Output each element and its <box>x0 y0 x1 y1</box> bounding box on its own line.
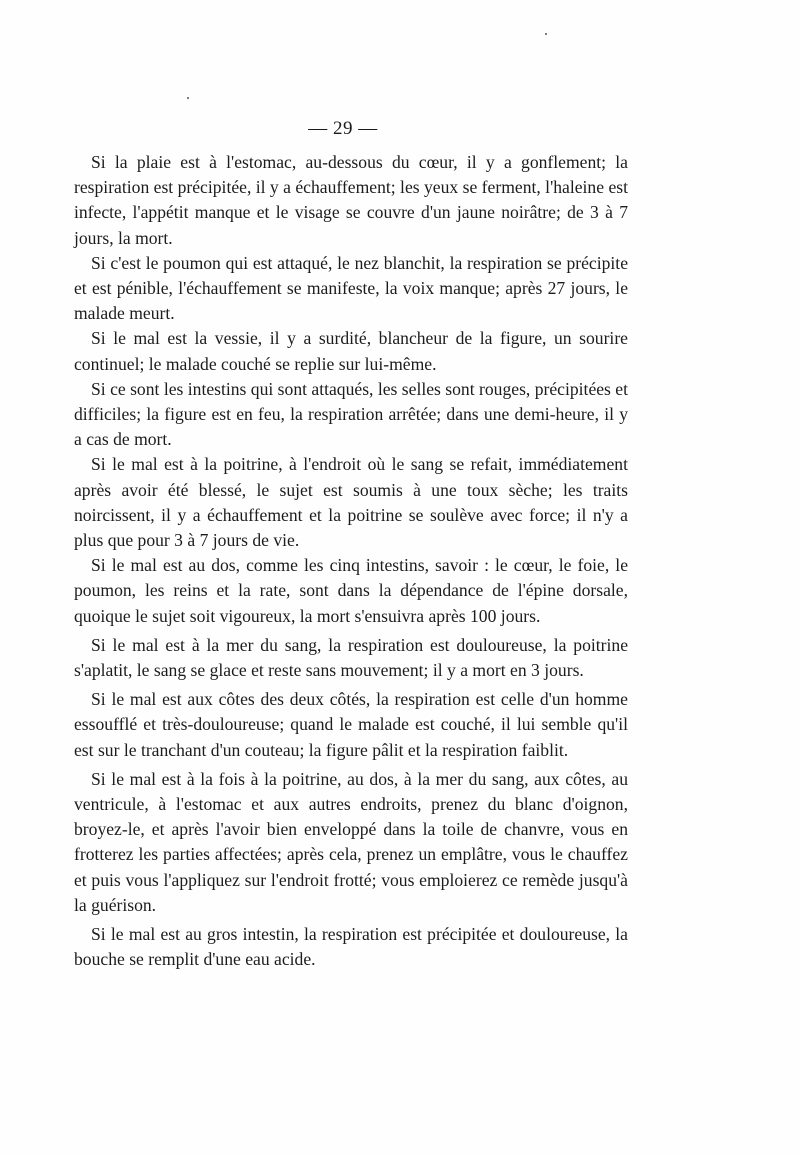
paragraph: Si le mal est au gros intestin, la respiration est précipitée et douloureuse, la bouche se remplit d'une eau acide. <box>74 924 628 970</box>
body-text <box>74 150 628 973</box>
page-number: — 29 — <box>308 118 378 139</box>
paragraph: Si c'est le poumon qui est attaqué, le nez blanchit, la respiration se précipite et est pénible, l'échauffement se manifeste, la voix manque; après 27 jours, le malade meurt. <box>74 252 628 324</box>
paper-speck <box>545 33 547 35</box>
paragraph: Si le mal est aux côtes des deux côtés, la respiration est celle d'un homme essoufflé et très-douloureuse; quand le malade est couché, il lui semble qu'il est sur le tranchant d'un couteau; la figure pâlit et la respiration faiblit. <box>74 689 628 760</box>
paragraph: Si ce sont les intestins qui sont attaqués, les selles sont rouges, précipitées et difficiles; la figure est en feu, la respiration arrêtée; dans une demi-heure, il y a cas de mort. <box>74 378 629 450</box>
paragraph: Si la plaie est à l'estomac, au-dessous du cœur, il y a gonflement; la respiration est précipitée, il y a échauffement; les yeux se ferment, l'haleine est infecte, l'appétit manque et le visage se couvre d'un jaune noirâtre; de 3 à 7 jours, la mort. <box>74 152 628 248</box>
paper-speck <box>187 97 189 99</box>
paragraph: Si le mal est à la poitrine, à l'endroit où le sang se refait, immédiatement après avoir été blessé, le sujet est soumis à une toux sèche; les traits noircissent, il y a échauffement et la poitrine se soulève avec force; il n'y a plus que pour 3 à 7 jours de vie. <box>74 454 628 551</box>
paragraph: Si le mal est la vessie, il y a surdité, blancheur de la figure, un sourire continuel; le malade couché se replie sur lui-même. <box>74 328 628 374</box>
paragraph: Si le mal est au dos, comme les cinq intestins, savoir : le cœur, le foie, le poumon, les reins et la rate, sont dans la dépendance de l'épine dorsale, quoique le sujet soit vigoureux, la mort s'ensuivra après 100 jours. <box>74 555 628 626</box>
paragraph: Si le mal est à la fois à la poitrine, au dos, à la mer du sang, aux côtes, au ventricule, à l'estomac et aux autres endroits, prenez du blanc d'oignon, broyez-le, et après l'avoir bien enveloppé dans la toile de chanvre, vous en frotterez les parties affectées; après cela, prenez un emplâtre, vous le chauffez et puis vous l'appliquez sur l'endroit frotté; vous emploierez ce remède jusqu'à la guérison. <box>74 768 628 915</box>
paragraph: Si le mal est à la mer du sang, la respiration est douloureuse, la poitrine s'aplatit, le sang se glace et reste sans mouvement; il y a mort en 3 jours. <box>74 634 628 681</box>
